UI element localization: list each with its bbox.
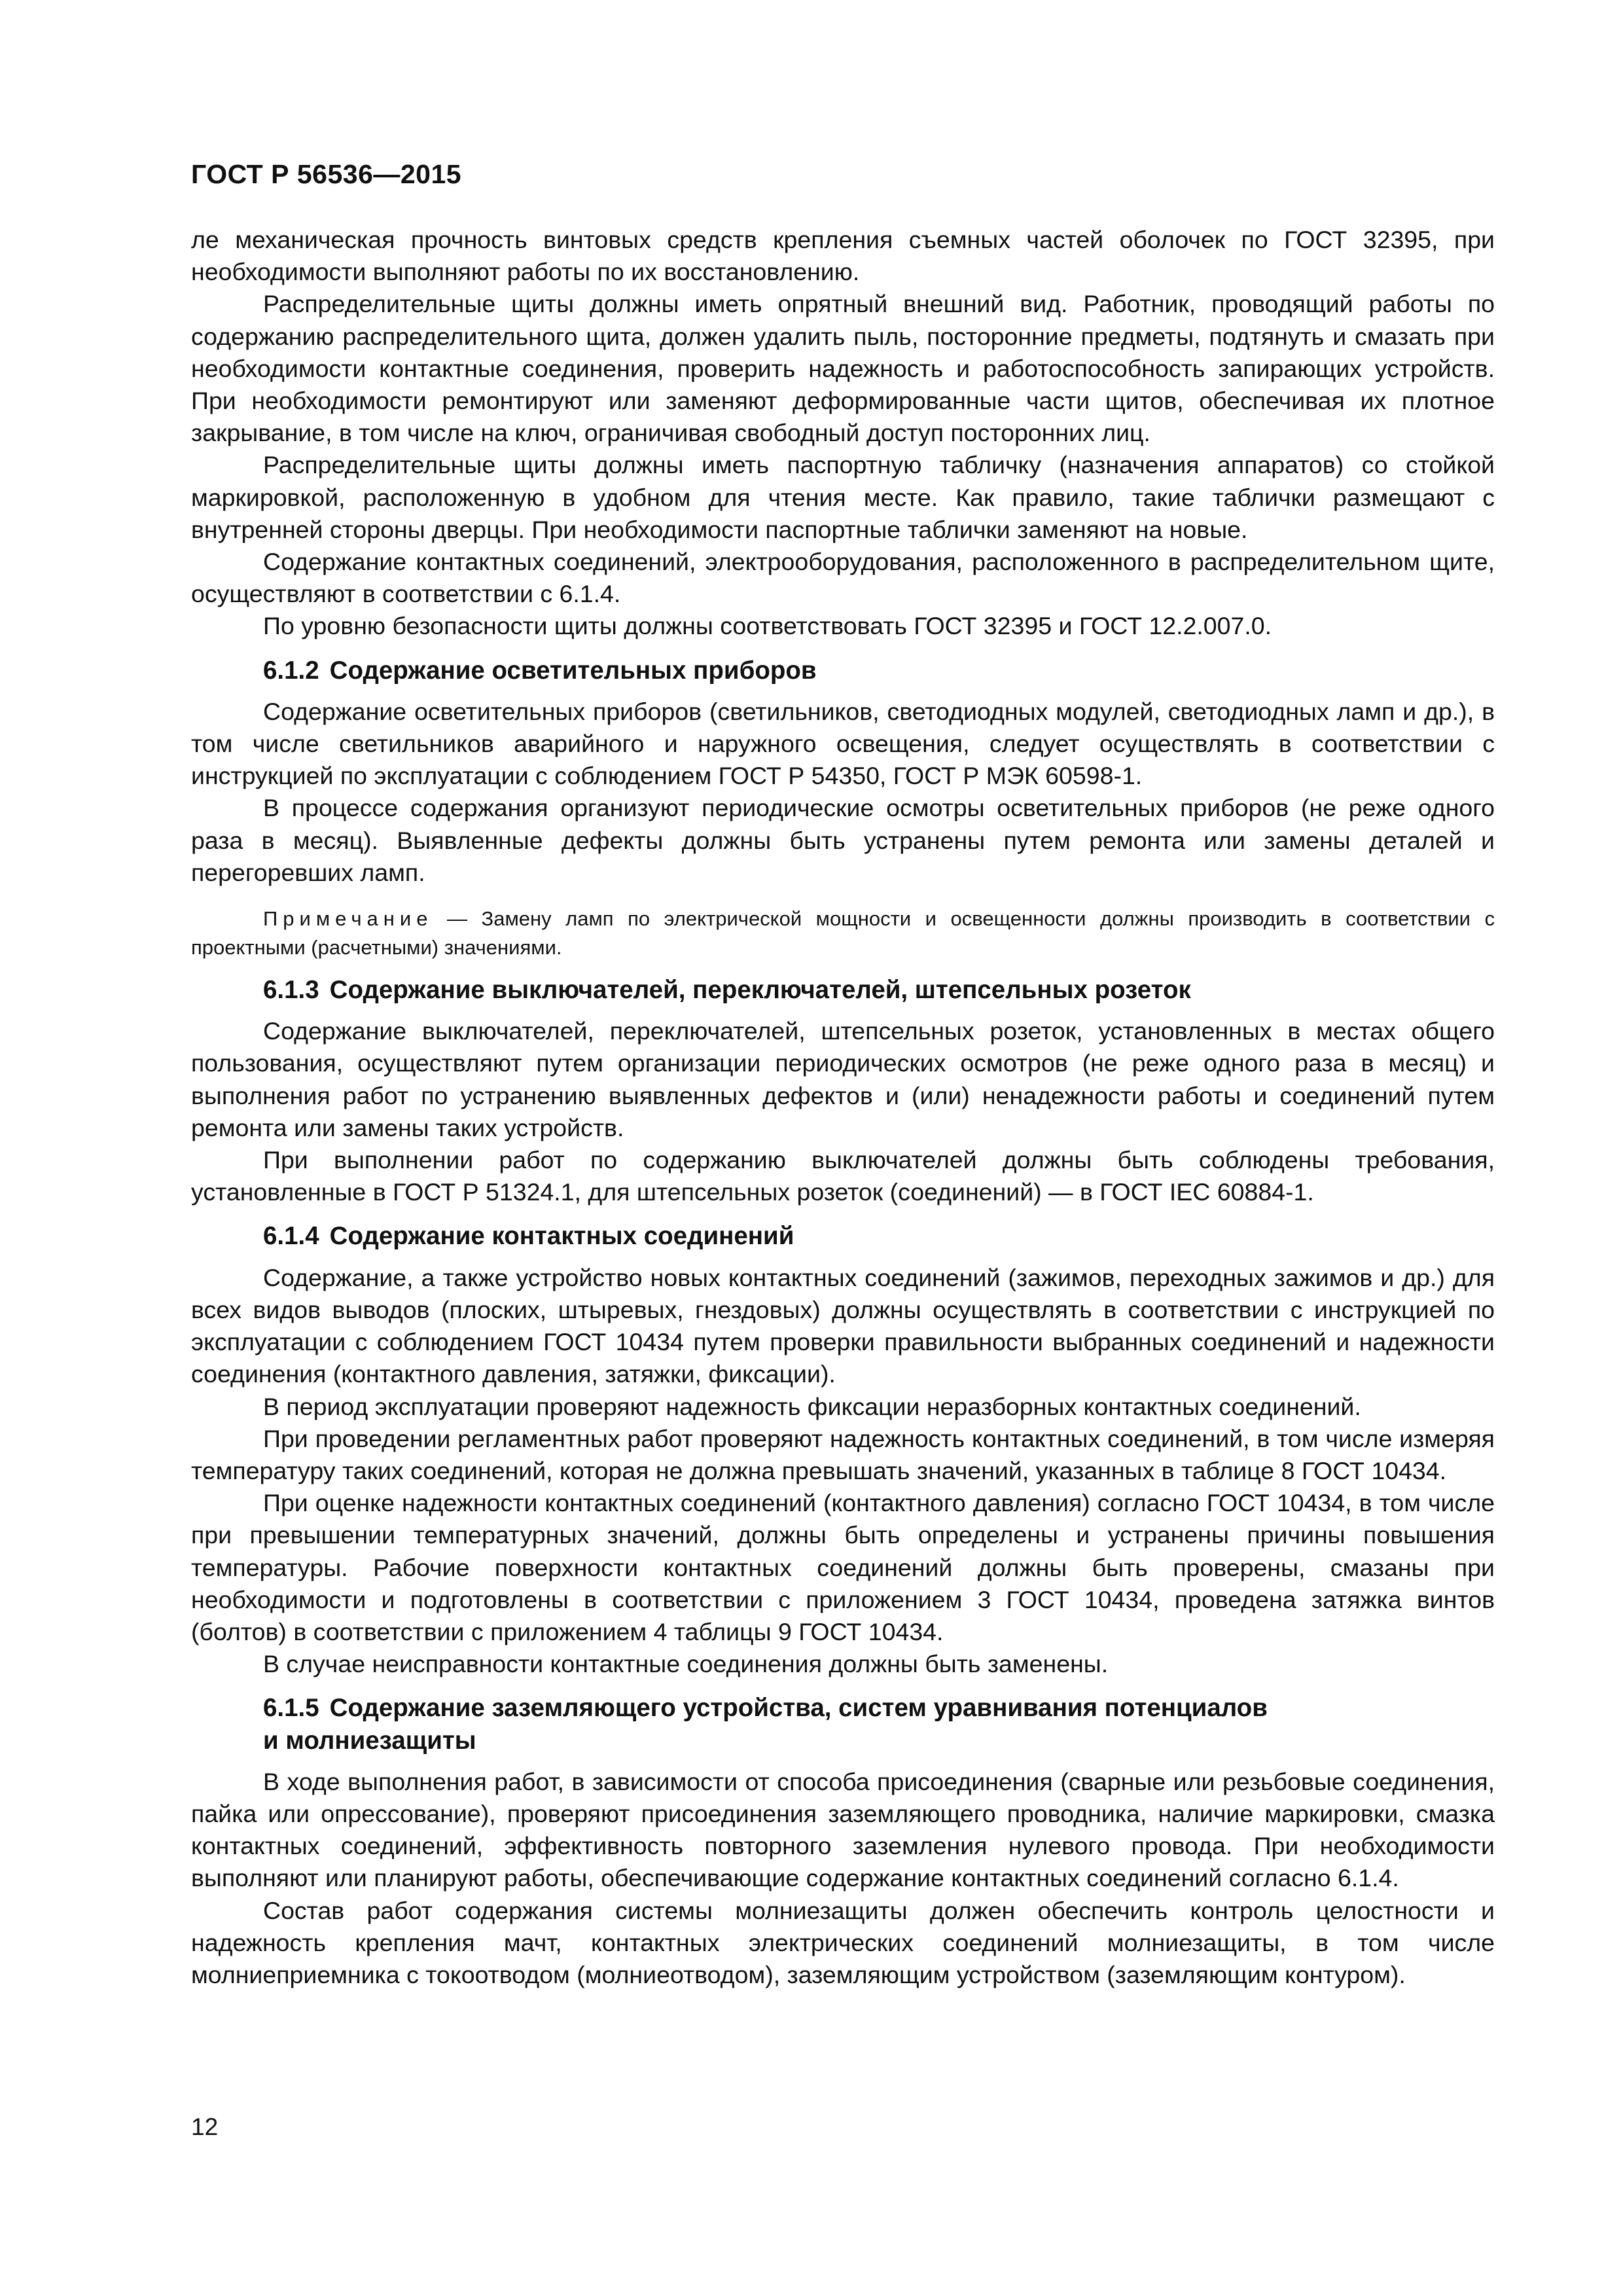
note-label: Примечание	[263, 907, 433, 931]
section-heading-6-1-5	[191, 1692, 1495, 1756]
page-number: 12	[191, 2113, 219, 2140]
section-title: Содержание контактных соединений	[329, 1222, 794, 1251]
paragraph: В случае неисправности контактные соединения должны быть заменены.	[263, 1650, 1109, 1678]
note-text: — Замену ламп по электрической мощности и освещенности должны производить в соответствии с проектными (расчетными) значениями.	[191, 907, 1495, 960]
section-heading-6-1-3	[191, 974, 1495, 1006]
paragraph: Распределительные щиты должны иметь опрятный внешний вид. Работник, проводящий работы по содержанию распределительного щита, должен удалить пыль, посторонние предметы, подтянуть и смазать при необходимости контактные соединения, проверить надежность и работоспособность запирающих устройств. При необходимости ремонтируют или заменяют деформированные части щитов, обеспечивая их плотное закрывание, в том числе на ключ, ограничивая свободный доступ посторонних лиц.	[191, 290, 1495, 447]
section-number: 6.1.2	[263, 656, 319, 685]
paragraph: Распределительные щиты должны иметь паспортную табличку (назначения аппаратов) со стойкой маркировкой, расположенную в удобном для чтения месте. Как правило, такие таблички размещают с внутренней стороны дверцы. При необходимости паспортные таблички заменяют на новые.	[191, 451, 1495, 543]
section-title: Содержание выключателей, переключателей, штепсельных розеток	[329, 976, 1191, 1005]
paragraph: Состав работ содержания системы молниезащиты должен обеспечить контроль целостности и надежность крепления мачт, контактных электрических соединений молниезащиты, в том числе молниеприемника с токоотводом (молниеотводом), заземляющим устройством (заземляющим контуром).	[191, 1896, 1495, 1988]
document-page	[191, 157, 1495, 2238]
section-heading-6-1-2	[191, 655, 1495, 687]
paragraph: В ходе выполнения работ, в зависимости от способа присоединения (сварные или резьбовые соединения, пайка или опрессование), проверяют присоединения заземляющего проводника, наличие маркировки, смазка контактных соединений, эффективность повторного заземления нулевого провода. При необходимости выполняют или планируют работы, обеспечивающие содержание контактных соединений согласно 6.1.4.	[191, 1767, 1495, 1892]
paragraph: По уровню безопасности щиты должны соответствовать ГОСТ 32395 и ГОСТ 12.2.007.0.	[263, 612, 1272, 640]
paragraph: При выполнении работ по содержанию выключателей должны быть соблюдены требования, установленные в ГОСТ Р 51324.1, для штепсельных розеток (соединений) — в ГОСТ IEC 60884-1.	[191, 1146, 1495, 1206]
section-title-line1: Содержание заземляющего устройства, систем уравнивания потенциалов	[329, 1694, 1268, 1723]
paragraph: ле механическая прочность винтовых средств крепления съемных частей оболочек по ГОСТ 32395, при необходимости выполняют работы по их восстановлению.	[191, 226, 1495, 286]
document-code: ГОСТ Р 56536—2015	[191, 159, 462, 189]
section-title: Содержание осветительных приборов	[329, 656, 817, 685]
paragraph: Содержание контактных соединений, электрооборудования, расположенного в распределительном щите, осуществляют в соответствии с 6.1.4.	[191, 548, 1495, 608]
section-number: 6.1.4	[263, 1222, 319, 1251]
section-heading-6-1-4	[191, 1220, 1495, 1252]
section-number: 6.1.5	[263, 1694, 319, 1723]
paragraph: Содержание выключателей, переключателей, штепсельных розеток, установленных в местах общего пользования, осуществляют путем организации периодических осмотров (не реже одного раза в месяц) и выполнения работ по устранению выявленных дефектов и (или) ненадежности работы и соединений путем ремонта или замены таких устройств.	[191, 1017, 1495, 1141]
paragraph: При оценке надежности контактных соединений (контактного давления) согласно ГОСТ 10434, в том числе при превышении температурных значений, должны быть определены и устранены причины повышения температуры. Рабочие поверхности контактных соединений должны быть проверены, смазаны при необходимости и подготовлены в соответствии с приложением 3 ГОСТ 10434, проведена затяжка винтов (болтов) в соответствии с приложением 4 таблицы 9 ГОСТ 10434.	[191, 1489, 1495, 1645]
paragraph: В процессе содержания организуют периодические осмотры осветительных приборов (не реже одного раза в месяц). Выявленные дефекты должны быть устранены путем ремонта или замены деталей и перегоревших ламп.	[191, 794, 1495, 886]
section-title-line2: и молниезащиты	[263, 1726, 476, 1755]
paragraph: Содержание осветительных приборов (светильников, светодиодных модулей, светодиодных ламп и др.), в том числе светильников аварийного и наружного освещения, следует осуществлять в соответствии с инструкцией по эксплуатации с соблюдением ГОСТ Р 54350, ГОСТ Р МЭК 60598-1.	[191, 697, 1495, 790]
paragraph: Содержание, а также устройство новых контактных соединений (зажимов, переходных зажимов и др.) для всех видов выводов (плоских, штыревых, гнездовых) должны осуществлять в соответствии с инструкцией по эксплуатации с соблюдением ГОСТ 10434 путем проверки правильности выбранных соединений и надежности соединения (контактного давления, затяжки, фиксации).	[191, 1263, 1495, 1388]
paragraph: При проведении регламентных работ проверяют надежность контактных соединений, в том числе измеряя температуру таких соединений, которая не должна превышать значений, указанных в таблице 8 ГОСТ 10434.	[191, 1424, 1495, 1484]
note	[191, 905, 1495, 962]
section-number: 6.1.3	[263, 976, 319, 1005]
paragraph: В период эксплуатации проверяют надежность фиксации неразборных контактных соединений.	[263, 1392, 1361, 1420]
